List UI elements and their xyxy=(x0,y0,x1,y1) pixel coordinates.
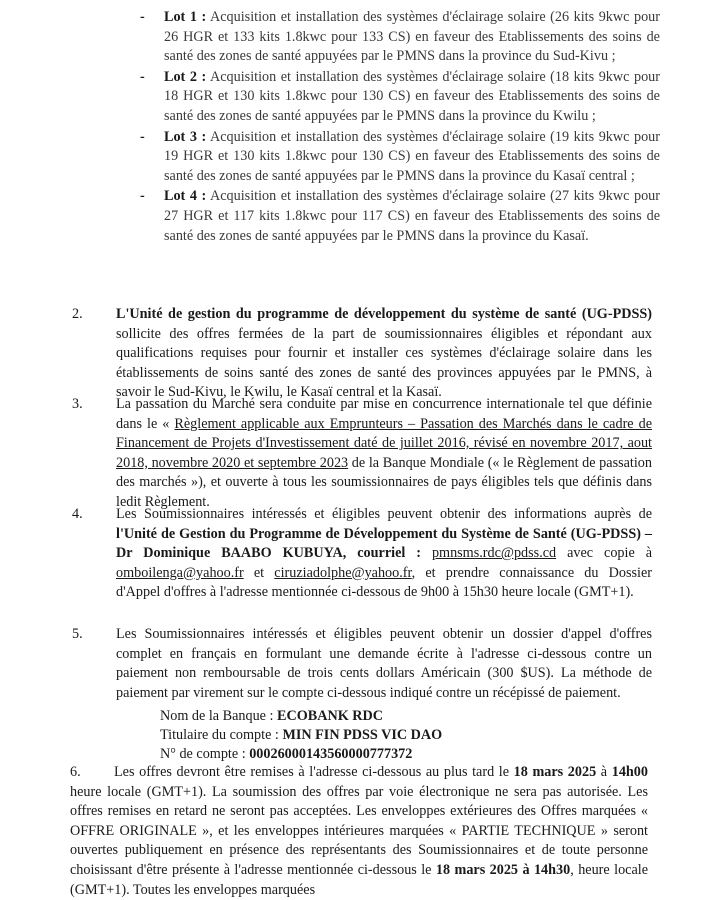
regulation-title: Règlement applicable aux Emprunteurs – Passation des Marchés dans le cadre de Financement de Projets d'Investissement daté de juillet 2016, révisé en novembre 2017, aout 2018, novembre 2020 et septembre 2023 xyxy=(116,415,653,471)
email-link[interactable]: pmnsms.rdc@pdss.cd xyxy=(431,545,557,562)
paragraph-4 xyxy=(72,505,652,603)
email-link[interactable]: omboilenga@yahoo.fr xyxy=(116,564,244,581)
email-link[interactable]: ciruziadolphe@yahoo.fr xyxy=(274,564,412,581)
lot-label: Lot 4 : xyxy=(164,188,207,205)
paragraph-text: avec copie à xyxy=(556,545,652,562)
paragraph-number: 5. xyxy=(72,626,83,642)
lots-list xyxy=(140,8,660,247)
account-holder-label: Titulaire du compte : xyxy=(160,727,283,743)
paragraph-text: , et prendre connaissance du Dossier d'Appel d'offres à l'adresse mentionnée ci-dessous de 9h00 à 15h30 heure locale (GMT+1). xyxy=(116,564,652,601)
lot-text: Acquisition et installation des systèmes d'éclairage solaire (27 kits 9kwc pour 27 HGR et 117 kits 1.8kwc pour 117 CS) en faveur des Etablissements des soins de santé des zones de santé appuyées par le PMNS dans la province du Kasaï. xyxy=(164,188,660,244)
paragraph-3 xyxy=(72,395,652,513)
lot-item xyxy=(140,128,660,187)
bullet-icon: - xyxy=(140,9,145,25)
account-number-row xyxy=(160,745,442,764)
bank-name-row xyxy=(160,707,442,726)
lot-text: Acquisition et installation des systèmes d'éclairage solaire (18 kits 9kwc pour 18 HGR et 130 kits 1.8kwc pour 130 CS) en faveur des Etablissements des soins de santé des zones de santé appuyées par le PMNS dans la province du Kwilu ; xyxy=(164,68,660,124)
paragraph-text: de la Banque Mondiale (« le Règlement de passation des marchés »), et ouverte à tous les soumissionnaires de pays éligibles tels que définis dans ledit Règlement. xyxy=(116,454,652,510)
paragraph-2 xyxy=(72,305,652,403)
bullet-icon: - xyxy=(140,188,145,205)
paragraph-number: 3. xyxy=(72,396,83,412)
paragraph-text: , heure locale (GMT+1). Toutes les enveloppes marquées xyxy=(70,861,648,898)
account-number-label: N° de compte : xyxy=(160,746,250,762)
bank-name-value: ECOBANK RDC xyxy=(277,708,384,724)
paragraph-text: Les Soumissionnaires intéressés et éligibles peuvent obtenir des informations auprès de xyxy=(116,506,652,522)
opening-datetime: 18 mars 2025 à 14h30 xyxy=(435,861,571,878)
paragraph-number: 2. xyxy=(72,306,83,322)
ug-pdss-name: L'Unité de gestion du programme de développement du système de santé (UG-PDSS) xyxy=(116,306,652,322)
lot-label: Lot 3 : xyxy=(164,128,207,145)
account-holder-value: MIN FIN PDSS VIC DAO xyxy=(282,727,443,743)
bank-name-label: Nom de la Banque : xyxy=(160,708,278,724)
paragraph-text: Les offres devront être remises à l'adresse ci-dessous au plus tard le xyxy=(114,764,514,780)
paragraph-text: à xyxy=(596,764,612,780)
lot-text: Acquisition et installation des systèmes d'éclairage solaire (26 kits 9kwc pour 26 HGR et 133 kits 1.8kwc pour 133 CS) en faveur des Etablissements des soins de santé des zones de santé appuyées par le PMNS dans la province du Sud-Kivu ; xyxy=(164,9,660,65)
paragraph-number: 6. xyxy=(70,764,81,780)
bullet-icon: - xyxy=(140,68,145,85)
paragraph-number: 4. xyxy=(72,506,83,522)
paragraph-text: Les Soumissionnaires intéressés et éligibles peuvent obtenir un dossier d'appel d'offres complet en français en formulant une demande écrite à l'adresse ci-dessous contre un paiement non remboursable de trois cents dollars Américain (300 $US). La méthode de paiement par virement sur le compte ci-dessous indiqué contre un récépissé de paiement. xyxy=(116,626,652,701)
bank-details xyxy=(160,707,442,764)
lot-item xyxy=(140,187,660,246)
contact-name: l'Unité de Gestion du Programme de Développement du Système de Santé (UG-PDSS) – Dr Dominique BAABO KUBUYA, courriel : xyxy=(116,525,652,562)
deadline-time: 14h00 xyxy=(611,764,648,780)
account-number-value: 00026000143560000777372 xyxy=(249,746,413,762)
paragraph-text: sollicite des offres fermées de la part de soumissionnaires éligibles et répondant aux qualifications requises pour fournir et installer ces systèmes d'éclairage solaire dans les établissements de soins santé des zones de santé des provinces appuyées par le PMNS, à savoir le Sud-Kivu, le Kwilu, le Kasaï central et la Kasaï. xyxy=(116,325,652,401)
lot-text: Acquisition et installation des systèmes d'éclairage solaire (19 kits 9kwc pour 19 HGR et 130 kits 1.8kwc pour 130 CS) en faveur des Etablissements des soins de santé des zones de santé appuyées par le PMNS dans la province du Kasaï central ; xyxy=(164,128,660,184)
account-holder-row xyxy=(160,726,442,745)
lot-item xyxy=(140,8,660,67)
paragraph-text: heure locale (GMT+1). La soumission des offres par voie électronique ne sera pas autorisée. Les offres remises en retard ne seront pas acceptées. Les enveloppes extérieures des Offres marquées « OFFRE ORIGINALE », et les enveloppes intérieures marquées « PARTIE TECHNIQUE » seront ouvertes publiquement en présence des représentants des Soumissionnaires et de toute personne choisissant d'être présente à l'adresse mentionnée ci-dessous le xyxy=(70,783,648,878)
paragraph-text: et xyxy=(243,564,275,581)
lot-item xyxy=(140,68,660,127)
lot-label: Lot 2 : xyxy=(164,68,207,85)
lot-label: Lot 1 : xyxy=(164,9,207,25)
bullet-icon: - xyxy=(140,128,145,145)
deadline-date: 18 mars 2025 xyxy=(513,764,597,780)
paragraph-6 xyxy=(70,763,648,900)
paragraph-5 xyxy=(72,625,652,703)
paragraph-text: La passation du Marché sera conduite par mise en concurrence internationale tel que définie dans le « xyxy=(116,396,652,432)
